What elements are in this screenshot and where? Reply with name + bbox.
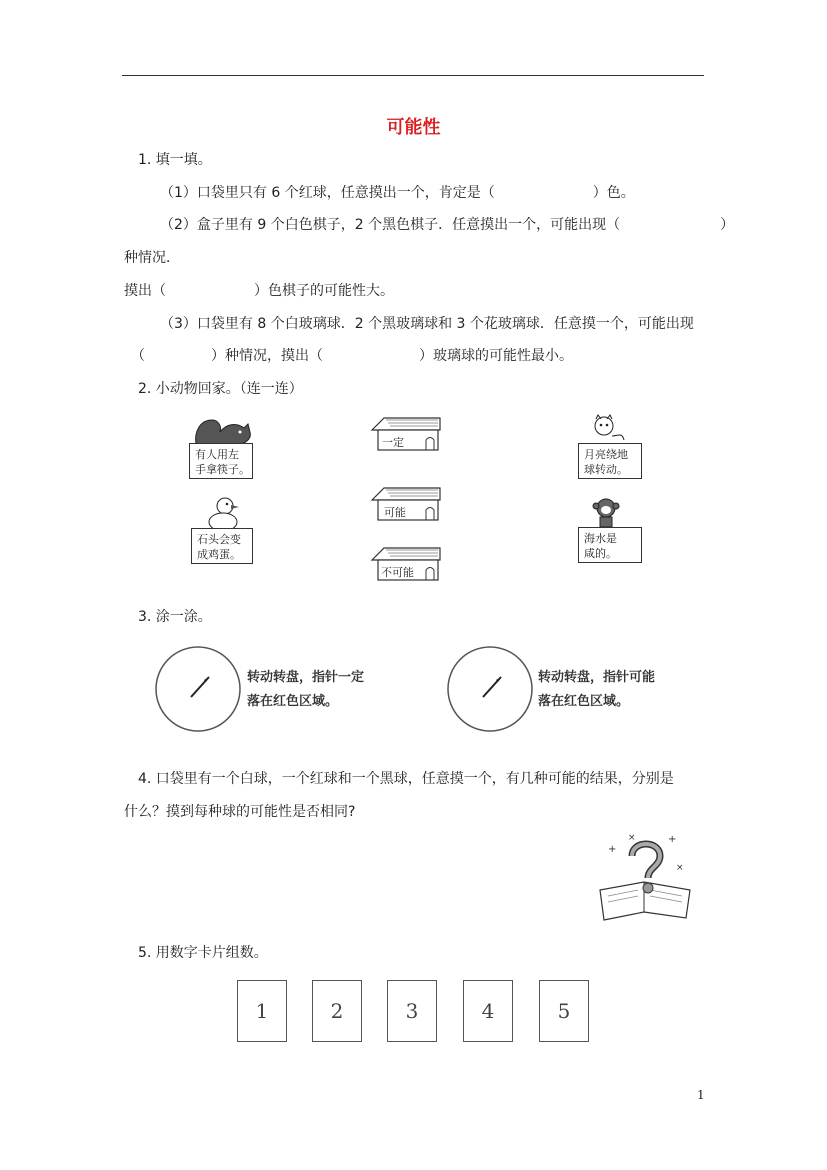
q1-part3-mid: ）种情况，摸出（ [211,348,323,364]
digit-card-5[interactable]: 5 [539,980,589,1042]
house-certain-label: 一定 [382,436,404,449]
q5-heading: 5. 用数字卡片组数。 [138,945,268,961]
right-sign-2-text: 海水是 咸的。 [584,532,617,560]
q1-part3-close: ）玻璃球的可能性最小。 [419,348,573,364]
q1-part3-line1: （3）口袋里有 8 个白玻璃球．2 个黑玻璃球和 3 个花玻璃球．任意摸一个，可能出现 [160,316,694,332]
svg-text:+: + [608,844,617,855]
q1-part2b [124,281,394,301]
right-sign-1[interactable] [578,443,642,479]
svg-text:+: + [668,834,677,845]
svg-text:×: × [628,833,636,843]
question-book-icon [594,832,698,930]
q1-part1-close: ）色。 [592,185,635,201]
duck-drawing [205,496,245,532]
q4-line1: 4. 口袋里有一个白球，一个红球和一个黑球，任意摸一个，有几种可能的结果，分别是 [138,771,674,787]
left-sign-1-text: 有人用左 手拿筷子。 [195,448,250,476]
q1-part2-close: ） [720,217,735,233]
q1-part3-open: （ [131,348,145,364]
tiger-drawing [588,414,628,446]
spinner-1[interactable] [155,646,241,732]
q1-part3-line2 [131,346,573,366]
header-rule [122,75,704,76]
q1-part2 [160,215,734,235]
q1-part1-text: （1）口袋里只有 6 个红球，任意摸出一个，肯定是（ [160,185,495,201]
house-possible-label: 可能 [384,506,406,519]
svg-text:×: × [676,863,684,873]
page-number: 1 [697,1088,705,1102]
digit-card-1[interactable]: 1 [237,980,287,1042]
spinner-2-caption [538,666,655,714]
digit-card-4[interactable]: 4 [463,980,513,1042]
page-title: 可能性 [386,117,441,138]
spinner-2[interactable] [447,646,533,732]
left-sign-2-text: 石头会变 成鸡蛋。 [197,533,241,561]
spinner-2-caption-line2: 落在红色区域。 [538,694,630,709]
q2-heading: 2. 小动物回家。（连一连） [138,381,303,397]
house-certain-shape [370,416,442,452]
q1-part2-text: （2）盒子里有 9 个白色棋子，2 个黑色棋子．任意摸出一个，可能出现（ [160,217,621,233]
house-possible[interactable] [370,486,442,522]
spinner-1-caption-line1: 转动转盘，指针一定 [247,670,365,685]
house-possible-shape [370,486,442,522]
spinner-2-caption-line1: 转动转盘，指针可能 [538,670,656,685]
q1-part2-cont: 种情况． [124,250,180,266]
monkey-drawing [590,496,624,530]
q3-heading: 3. 涂一涂。 [138,609,212,625]
right-sign-2[interactable] [578,527,642,563]
left-sign-1[interactable] [189,443,253,479]
q1-part2b-text: 摸出（ [124,283,166,299]
spinner-1-caption-line2: 落在红色区域。 [247,694,339,709]
house-impossible[interactable] [370,546,442,582]
right-sign-1-text: 月亮绕地 球转动。 [584,448,628,476]
spinner-1-caption [247,666,364,714]
house-certain[interactable] [370,416,442,452]
digit-card-2[interactable]: 2 [312,980,362,1042]
left-sign-2[interactable] [191,528,253,564]
house-impossible-label: 不可能 [381,566,414,579]
digit-card-3[interactable]: 3 [387,980,437,1042]
q1-part2b-close: ）色棋子的可能性大。 [254,283,394,299]
q4-line2: 什么？摸到每种球的可能性是否相同? [124,804,356,820]
q1-part1 [160,183,635,203]
q1-heading: 1. 填一填。 [138,152,212,168]
